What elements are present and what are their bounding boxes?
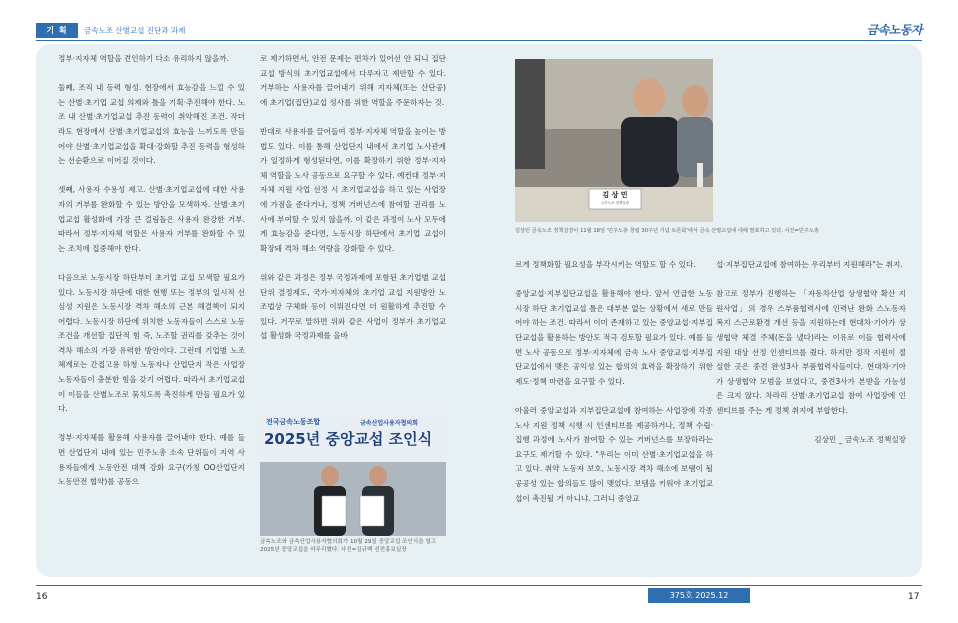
column-2 (260, 52, 446, 344)
paragraph: 아울러 중앙교섭과 지부집단교섭에 참여하는 사업장에 각종 노사 지원 정책 시행 시 인센티브를 제공하거나, 정책 수립·집행 과정에 노사가 참여할 수 있는 거버넌스를 보장하라는 요구도 제기할 수 있다. "우리는 이미 산별·초기업교섭을 하고 있다. 취약 노동자 보호, 노동시장 격차 해소에 보탬이 될 공공성 있는 합의들도 많이 맺었다. 보템을 키워야 초기업교섭이 촉진될 거 아니냐. 그러니 중앙교 (515, 405, 713, 503)
page-header (36, 21, 922, 41)
paragraph: 로 제기하면서, 안전 문제는 편차가 있어선 안 되니 집단교섭 방식의 초기업교섭에서 다루자고 제안할 수 있다. 거부하는 사용자를 끌어내기 위해 지자체(또는 산단공)에 초기업(집단)교섭 성사를 위한 역할을 주문하자는 것. (260, 54, 446, 107)
paragraph: 참고로 정부가 진행하는 「자동차산업 상생협약 확산 지원사업」의 경우 스부품협력사에 인력난 완화 스노동자 복지 스근로환경 개선 등을 지원하는데 현대차·기아가 상생협약 체결 주체(돈을 냈다)라는 이유로 이들 협력사에 지원 대상 선정 인센티브를 줬다. 하지만 정작 지원이 절실한 곳은 중견 완성3사 부품협력사들이다. 현대차·기아가 상생협약 모범을 보였다고, 중견3사가 본받을 가능성은 크지 않다. 차라리 산별·초기업교섭 참여 사업장에 인센티브를 주는 게 정책 취지에 부합한다. (716, 289, 906, 415)
banner-title: 2025년 중앙교섭 조인식 (264, 430, 433, 448)
magazine-logo: 금속노동자 (866, 23, 922, 37)
paragraph: 위와 같은 과정은 정부 국정과제에 포함된 초기업별 교섭단위 결정제도, 국가·지자체의 초기업 교섭 지원방안 노조법상 구체화 등이 이뤄진다면 더 원활하게 추진할 수 있다. 거꾸로 말하면 위와 같은 사업이 정부가 초기업교섭 활성화 국정과제를 을바 (260, 272, 446, 341)
paragraph: 정부·지자체를 활용해 사용자를 끌어내야 한다. 예를 들면 산업단지 내에 있는 민주노총 소속 단위들이 지역 사용자들에게 노동안전 대책 강화 요구(가칭 OO산업단지 노동안전 협약)를 공동으 (58, 433, 245, 487)
column-3 (515, 258, 713, 506)
signing-ceremony-photo (260, 414, 446, 536)
paragraph: 반대로 사용자를 끌어들여 정부·지자체 역할을 높이는 방법도 있다. 이를 통해 산업단지 내에서 초기업 노사관계가 일정하게 형성된다면, 이를 확장하기 위한 정부·지자체 역할을 노사 공동으로 요구할 수 있다. 예컨대 정부·지자체 지원 사업 선정 시 초기업교섭을 하고 있는 사업장에 가점을 준다거나, 정책 거버넌스에 참여할 권리를 노사에 부여할 수 있지 않을까. 이 같은 과정이 노사 모두에게 효능감을 준다면, 노동시장 하단에서 초기업 교섭이 확장돼 격차 해소 역량을 강화할 수 있다. (260, 126, 446, 253)
paragraph: 다음으로 노동시장 하단부터 초기업 교섭 모색할 필요가 있다. 노동시장 하단에 대한 현행 또는 정부의 일시적 선심성 지원은 노동시장 격차 해소의 근본 해결책이 되지 어렵다. 노동시장 하단에 위치한 노동자들이 스스로 노동조건을 개선할 집단적 힘 즉, 노조할 권리를 갖추는 것이 격차 해소의 가장 유력한 방안이다. 그런데 기업별 노조 체계로는 간접고용 하청 노동자나 산업단지 작은 사업장 노동자들이 충분한 힘을 갖기 어렵다. 따라서 초기업교섭이 이들을 산별노조로 묶치도록 촉진하게 만들 필요가 있다. (58, 272, 245, 414)
photo-caption: 금속노조와 금속산업사용자협의회가 10월 29일 중앙교섭 조인식을 열고 2025년 중앙교섭을 마무리했다. 사진=김규백 선전홍보실장 (260, 539, 437, 553)
speaker-photo (515, 59, 713, 222)
banner-union: 전국금속노동조합 (266, 418, 321, 426)
series-title: 금속노조 산별교섭 진단과 과제 (84, 26, 186, 35)
paragraph: 섭·지부집단교섭에 참여하는 우리부터 지원해라"는 취지. (716, 260, 903, 269)
paragraph: 둘째, 조직 내 동력 형성. 현장에서 효능감을 느낄 수 있는 산별·초기업 교섭 의제와 틀을 기획·추진해야 한다. 노조 내 산별·초기업교섭 추진 동력이 취약해진 조건. 작더라도 현장에서 산별·초기업교섭의 효능을 느끼도록 만들어야 산별·초기업교섭을 확대·강화할 추진 동력을 형성하는 선순환으로 이어질 것이다. (58, 83, 245, 166)
page-number-right: 17 (908, 592, 920, 602)
paragraph: 중앙교섭·지부집단교섭을 활용해야 한다. 앞서 언급한 노동시장 하단 초기업교섭 틀은 대부분 없는 상황에서 새로 만들어야 하는 조건. 따라서 이미 존재하고 있는 중앙교섭·지부집단교섭을 활용하는 방안도 적극 검토할 필요가 있다. 예를 들면 노사 공동으로 정부·지자체에 금속 노사 중앙교섭·지부집단교섭에서 맺은 공익성 있는 합의의 효력을 확장하기 위한 제도·정책 마련을 요구할 수 있다. (515, 289, 713, 386)
issue-label: 375호 2025.12 (648, 588, 750, 603)
column-4 (716, 258, 906, 448)
nameplate-title: 금속노조 정책실장 (600, 201, 630, 205)
photo-caption: 김상민 금속노조 정책실장이 11월 18일 '민주노총 창립 30주년 기념 토론회'에서 금속 산별교섭에 대해 발표하고 있다. 사진=민주노총 (515, 228, 819, 234)
banner-employers: 금속산업사용자협의회 (360, 420, 418, 427)
paragraph: 르게 정책화할 필요성을 부각시키는 역할도 할 수 있다. (515, 260, 696, 269)
paragraph: 정부·지자체 역할을 견인하기 다소 유리하지 않을까. (58, 54, 229, 63)
page-number-left: 16 (36, 592, 48, 602)
footer-rule (36, 585, 922, 586)
column-1 (58, 52, 245, 490)
nameplate: 김 상 민 (602, 191, 628, 199)
header-rule (36, 40, 922, 41)
section-tag: 기 획 (36, 23, 78, 38)
author-signature: 김상민 _ 금속노조 정책실장 (814, 435, 906, 445)
paragraph: 셋째, 사용자 수용성 제고. 산별·초기업교섭에 대한 사용자의 거부를 완화할 수 있는 방안을 모색하자. 산별·초기업교섭 활성화에 가장 큰 걸림돌은 사용자 완강한 거부. 따라서 정부·지자체 역할은 사용자 거부를 완화할 수 있는 조치에 집중해야 한다. (58, 185, 245, 253)
